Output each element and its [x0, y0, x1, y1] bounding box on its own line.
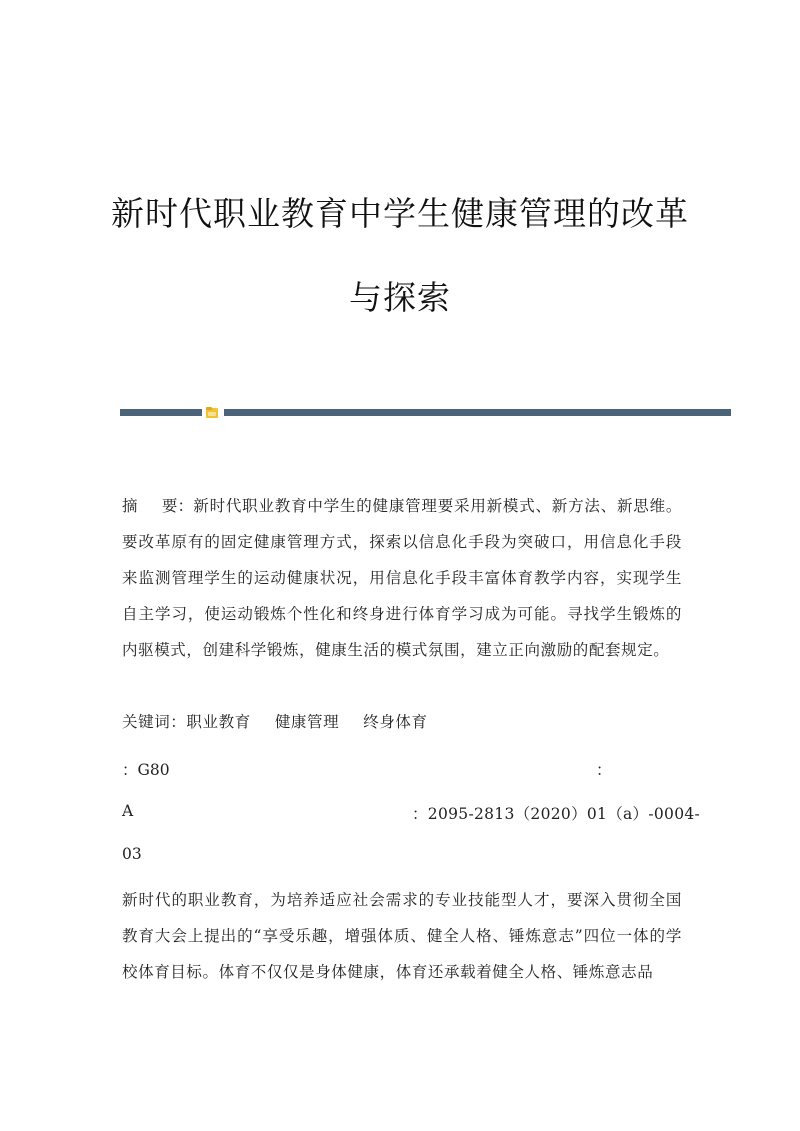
article-number-tail: 03 [122, 845, 142, 863]
body-paragraph: 新时代的职业教育，为培养适应社会需求的专业技能型人才，要深入贯彻全国教育大会上提出的“享受乐趣，增强体质、健全人格、锤炼意志”四位一体的学校体育目标。体育不仅仅是身体健康，体育还承载着健全人格、锤炼意志品 [122, 891, 682, 981]
title-divider-right [224, 409, 731, 416]
abstract-text: 新时代职业教育中学生的健康管理要采用新模式、新方法、新思维。要改革原有的固定健康管理方式，探索以信息化手段为突破口，用信息化手段来监测管理学生的运动健康状况，用信息化手段丰富体育教学内容，实现学生自主学习，使运动锻炼个性化和终身进行体育学习成为可能。寻找学生锻炼的内驱模式，创建科学锻炼，健康生活的模式氛围，建立正向激励的配套规定。 [122, 497, 682, 659]
article-number: ：2095-2813（2020）01（a）-0004- [412, 805, 701, 823]
keyword-item: 终身体育 [363, 713, 428, 731]
keyword-item: 健康管理 [274, 713, 340, 731]
keywords [122, 704, 682, 740]
keyword-item: 职业教育 [186, 713, 251, 731]
title-divider-left [120, 409, 202, 416]
keywords-label: 关键词： [122, 713, 187, 731]
document-code: A [122, 802, 134, 820]
classification-number: ：G80 [122, 761, 170, 779]
folder-icon [205, 406, 219, 419]
document-title-line-1: 新时代职业教育中学生健康管理的改革 [111, 194, 689, 233]
abstract-label: 摘 要： [122, 497, 194, 515]
document-title-line-2: 与探索 [349, 278, 451, 317]
abstract [122, 488, 682, 668]
document-code-label-colon: ： [596, 761, 612, 779]
